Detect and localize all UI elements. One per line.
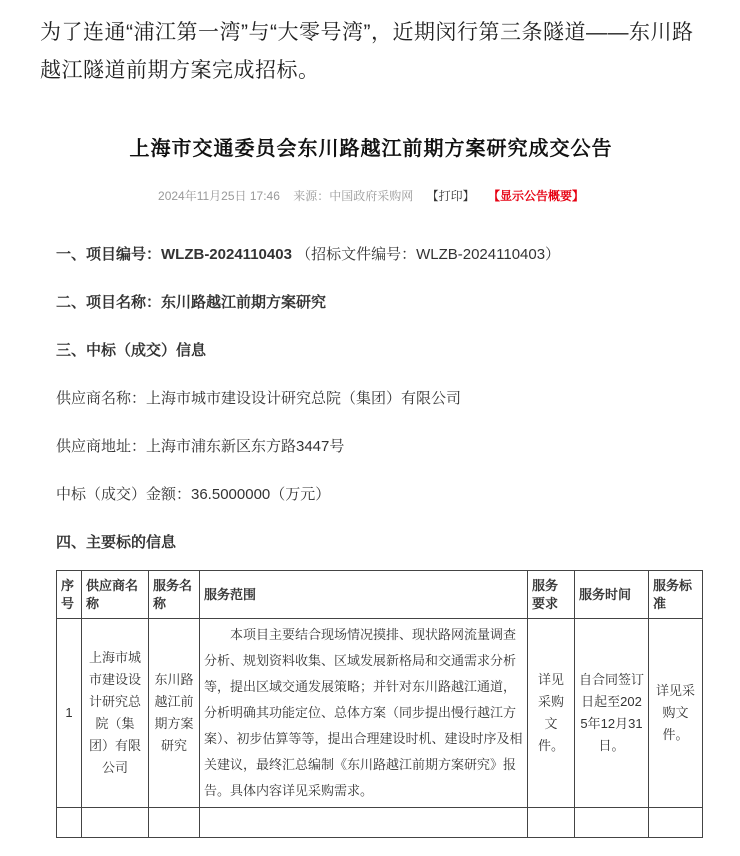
cell-supplier: 上海市城市建设设计研究总院（集团）有限公司	[82, 619, 149, 808]
cell-service-time: 自合同签订日起至2025年12月31日。	[575, 619, 649, 808]
col-header-service-time: 服务时间	[575, 571, 649, 619]
cell-seq: 1	[57, 619, 82, 808]
cell-service-name: 东川路越江前期方案研究	[149, 619, 200, 808]
project-number-suffix: （招标文件编号：WLZB-2024110403）	[291, 246, 561, 263]
empty-cell	[575, 808, 649, 838]
section-project-name: 二、项目名称：东川路越江前期方案研究	[56, 294, 327, 311]
empty-cell	[57, 808, 82, 838]
announcement-body	[56, 244, 702, 838]
empty-cell	[528, 808, 575, 838]
print-link[interactable]: 【打印】	[426, 189, 475, 203]
empty-cell	[149, 808, 200, 838]
col-header-service-scope: 服务范围	[200, 571, 528, 619]
section-supplier-name: 供应商名称：上海市城市建设设计研究总院（集团）有限公司	[56, 390, 462, 407]
announcement-meta	[40, 187, 702, 204]
col-header-service-name: 服务名称	[149, 571, 200, 619]
col-header-service-requirement: 服务要求	[528, 571, 575, 619]
section-main-subject-heading: 四、主要标的信息	[56, 534, 177, 551]
announcement-title: 上海市交通委员会东川路越江前期方案研究成交公告	[129, 138, 613, 160]
cell-service-standard: 详见采购文件。	[649, 619, 703, 808]
table-header-row	[57, 571, 703, 619]
empty-cell	[649, 808, 703, 838]
meta-datetime: 2024年11月25日 17:46	[158, 189, 280, 203]
section-project-number	[56, 244, 702, 266]
empty-cell	[82, 808, 149, 838]
table-row	[57, 619, 703, 808]
show-summary-link[interactable]: 【显示公告概要】	[487, 189, 584, 203]
cell-service-scope: 本项目主要结合现场情况摸排、现状路网流量调查分析、规划资料收集、区域发展新格局和交通需求分析等，提出区域交通发展策略；并针对东川路越江通道，分析明确其功能定位、总体方案（同步提出慢行越江方案）、初步估算等等，提出合理建设时机、建设时序及相关建议，最终汇总编制《东川路越江前期方案研究》报告。具体内容详见采购需求。	[200, 619, 528, 808]
col-header-seq: 序号	[57, 571, 82, 619]
main-subject-table	[56, 570, 703, 838]
table-empty-row	[57, 808, 703, 838]
cell-service-requirement: 详见采购文件。	[528, 619, 575, 808]
col-header-service-standard: 服务标准	[649, 571, 703, 619]
meta-source: 来源：中国政府采购网	[293, 189, 414, 203]
section-award-amount: 中标（成交）金额：36.5000000（万元）	[56, 486, 331, 503]
empty-cell	[200, 808, 528, 838]
intro-paragraph: 为了连通“浦江第一湾”与“大零号湾”，近期闵行第三条隧道——东川路越江隧道前期方案完成招标。	[40, 21, 694, 82]
col-header-supplier: 供应商名称	[82, 571, 149, 619]
project-number-label: 一、项目编号：WLZB-2024110403	[56, 246, 292, 263]
section-award-info-heading: 三、中标（成交）信息	[56, 342, 207, 359]
section-supplier-address: 供应商地址：上海市浦东新区东方路3447号	[56, 438, 345, 455]
